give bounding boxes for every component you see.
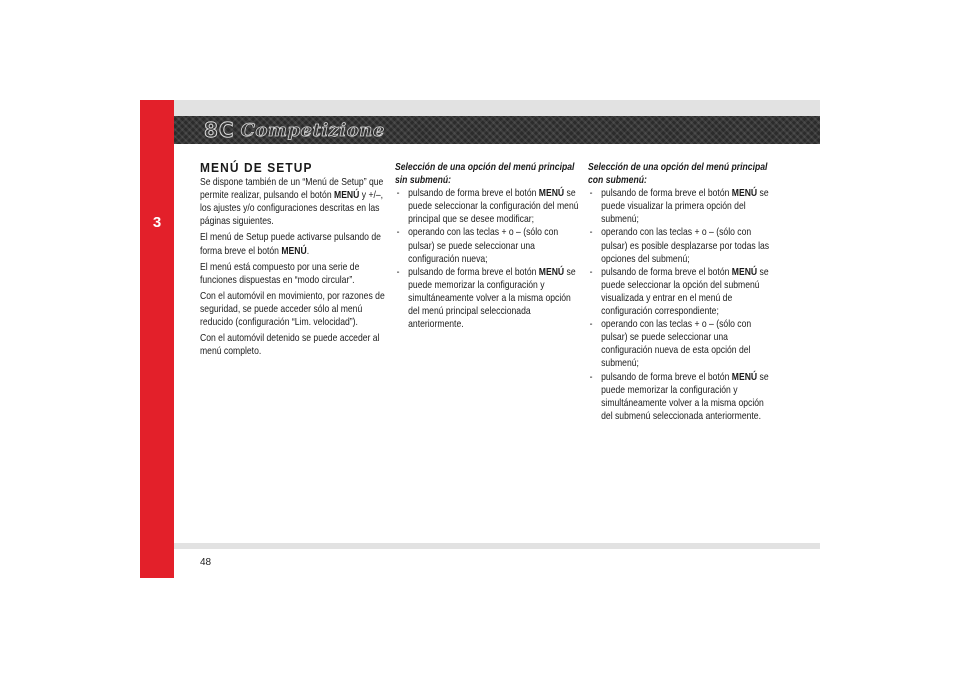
header-top-bar xyxy=(174,100,820,116)
list-item: - operando con las teclas + o – (sólo con pulsar) se puede seleccionar una configuración nueva de esta opción del submenú; xyxy=(588,318,773,370)
list-item: - pulsando de forma breve el botón MENÚ se puede seleccionar la opción del submenú visualizada y entrar en el menú de configuración correspondiente; xyxy=(588,266,773,318)
intro-paragraph-3: El menú está compuesto por una serie de funciones dispuestas en “modo circular”. xyxy=(200,260,360,286)
chapter-number: 3 xyxy=(152,214,162,231)
intro-paragraph-5: Con el automóvil detenido se puede acceder al menú completo. xyxy=(200,332,380,358)
column-intro xyxy=(200,161,385,361)
section-title: MENÚ DE SETUP xyxy=(200,160,313,175)
list-item: - operando con las teclas + o – (sólo con pulsar) se puede seleccionar una configuración nueva; xyxy=(395,226,580,265)
column-with-submenu xyxy=(588,161,773,423)
steps-list xyxy=(588,187,773,423)
subsection-title-with-submenu: Selección de una opción del menú principal con submenú: xyxy=(588,161,768,187)
list-item: - operando con las teclas + o – (sólo con pulsar) es posible desplazarse por todas las opciones del submenú; xyxy=(588,226,773,265)
list-item: - pulsando de forma breve el botón MENÚ se puede memorizar la configuración y simultáneamente volver a la misma opción del submenú seleccionada anteriormente. xyxy=(588,371,773,423)
list-item: - pulsando de forma breve el botón MENÚ se puede visualizar la primera opción del submenú; xyxy=(588,187,773,226)
intro-paragraph-4: Con el automóvil en movimiento, por razones de seguridad, se puede acceder sólo al menú reducido (configuración “Lim. velocidad”). xyxy=(200,289,385,329)
chapter-tab xyxy=(140,100,174,578)
steps-list xyxy=(395,187,580,331)
brand-logo xyxy=(204,116,385,144)
footer-bar xyxy=(174,543,820,549)
intro-paragraph-2: El menú de Setup puede activarse pulsando de forma breve el botón MENÚ. xyxy=(200,231,381,257)
intro-paragraph-1: Se dispone también de un “Menú de Setup” que permite realizar, pulsando el botón MENÚ y +/–, los ajustes y/o configuraciones descritas en las páginas siguientes. xyxy=(200,176,384,228)
header-band xyxy=(174,116,820,144)
column-without-submenu xyxy=(395,161,580,331)
list-item: - pulsando de forma breve el botón MENÚ se puede seleccionar la configuración del menú principal que se desee modificar; xyxy=(395,187,580,226)
list-item: - pulsando de forma breve el botón MENÚ se puede memorizar la configuración y simultáneamente volver a la misma opción del menú principal seleccionada anteriormente. xyxy=(395,266,580,331)
page-number: 48 xyxy=(200,557,212,568)
logo-mark: 8C xyxy=(204,118,235,142)
logo-script: Competizione xyxy=(240,119,385,141)
subsection-title-without-submenu: Selección de una opción del menú principal sin submenú: xyxy=(395,161,575,187)
